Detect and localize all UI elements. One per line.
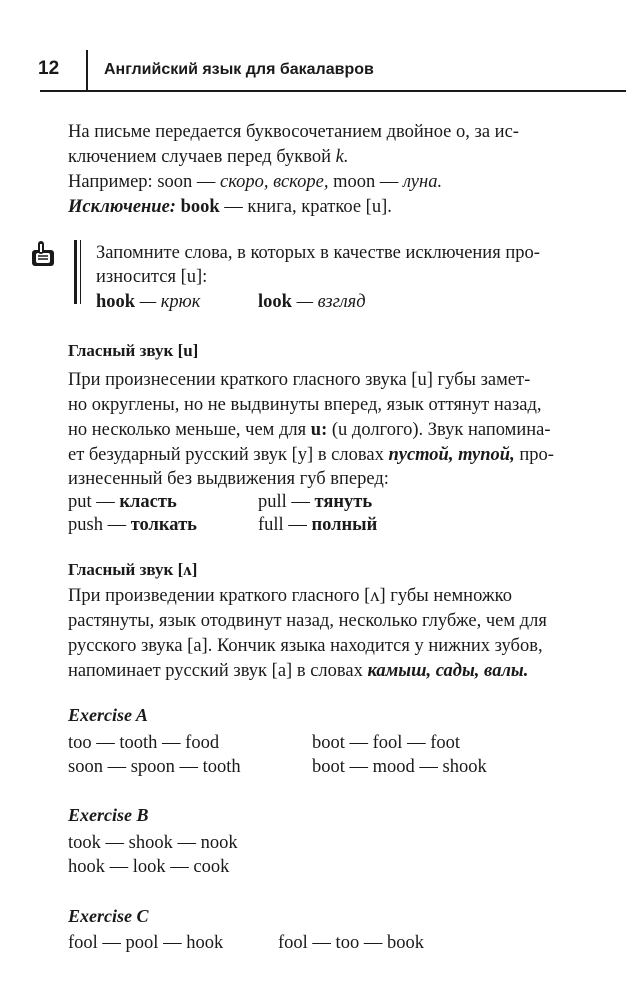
memo-line-1: Запомните слова, в которых в качестве исключения про-	[96, 243, 540, 263]
text: ет безударный русский звук [у] в словах	[68, 445, 389, 465]
section-lambda-line-4	[68, 659, 528, 684]
russian-word: класть	[119, 492, 177, 512]
exercise-c-left: fool — pool — hook	[68, 933, 224, 953]
example-words: пустой, тупой,	[388, 445, 515, 465]
english-word: full	[258, 515, 284, 535]
section-u-line-2: но округлены, но не выдвинуты вперед, язык оттянут назад,	[68, 395, 542, 415]
dash: —	[102, 515, 131, 535]
example-word: moon	[328, 172, 376, 192]
text: про-	[514, 445, 554, 465]
intro-line-1: На письме передается буквосочетанием двойное о, за ис-	[68, 122, 519, 142]
header-rule	[40, 90, 626, 92]
memo-bar-thin	[80, 240, 81, 304]
russian-word: полный	[311, 515, 378, 535]
running-title: Английский язык для бакалавров	[104, 61, 374, 78]
text: но несколько меньше, чем для	[68, 420, 311, 440]
section-heading-u: Гласный звук [u]	[68, 341, 199, 360]
section-lambda-line-3: русского звука [а]. Кончик языка находится у нижних зубов,	[68, 636, 543, 656]
long-u: u:	[310, 420, 328, 440]
example-word: soon	[157, 172, 193, 192]
section-lambda-line-2: растянуты, язык отодвинут назад, несколько глубже, чем для	[68, 611, 547, 631]
exercise-b-row-1: took — shook — nook	[68, 833, 238, 853]
dash: —	[283, 515, 312, 535]
exercise-a-row-1-right: boot — fool — foot	[312, 733, 460, 753]
exercise-a-row-1-left: too — tooth — food	[68, 733, 220, 753]
intro-exception-line	[68, 195, 392, 220]
english-word: put	[68, 492, 92, 512]
section-u-line-1: При произнесении краткого гласного звука [u] губы замет-	[68, 370, 531, 390]
text: (u долгого). Звук напомина-	[327, 420, 551, 440]
intro-example-line	[68, 170, 442, 195]
section-u-line-4	[68, 443, 554, 468]
exercise-a-row-2-left: soon — spoon — tooth	[68, 757, 241, 777]
memo-words	[258, 290, 366, 315]
russian-word: толкать	[130, 515, 197, 535]
page-number: 12	[38, 58, 60, 79]
english-word: push	[68, 515, 103, 535]
header-divider	[86, 50, 88, 90]
intro-text: ключением случаев перед буквой	[68, 147, 336, 167]
word-pair	[258, 513, 377, 538]
exercise-b-row-2: hook — look — cook	[68, 857, 230, 877]
example-words: камыш, сады, валы.	[367, 661, 529, 681]
example-translation: скоро, вскоре,	[220, 172, 329, 192]
english-word: pull	[258, 492, 287, 512]
intro-line-2	[68, 145, 349, 170]
memo-bar	[74, 240, 77, 304]
memo-translation: — взгляд	[291, 292, 366, 312]
text: напоминает русский звук [а] в словах	[68, 661, 368, 681]
dash: —	[286, 492, 315, 512]
exception-text: — книга, краткое [u].	[219, 197, 392, 217]
exercise-b-title: Exercise B	[68, 805, 149, 825]
word-pair	[68, 513, 197, 538]
word-pair	[68, 490, 177, 515]
memo-word: hook	[96, 292, 136, 312]
exception-label: Исключение:	[68, 197, 176, 217]
word-pair	[258, 490, 372, 515]
section-lambda-line-1: При произведении краткого гласного [ʌ] губы немножко	[68, 586, 512, 606]
pointing-hand-icon	[30, 240, 64, 275]
dash: —	[192, 172, 221, 192]
russian-word: тянуть	[314, 492, 373, 512]
memo-translation: — крюк	[135, 292, 201, 312]
letter-k: k.	[335, 147, 349, 167]
exercise-c-right: fool — too — book	[278, 933, 424, 953]
section-u-line-3	[68, 418, 551, 443]
exception-word: book	[175, 197, 220, 217]
example-translation: луна.	[402, 172, 443, 192]
exercise-c-title: Exercise C	[68, 906, 149, 926]
section-u-line-5: изнесенный без выдвижения губ вперед:	[68, 469, 389, 489]
dash: —	[91, 492, 120, 512]
memo-words	[96, 290, 200, 315]
memo-line-2: износится [u]:	[96, 267, 208, 287]
exercise-a-title: Exercise A	[68, 705, 148, 725]
exercise-a-row-2-right: boot — mood — shook	[312, 757, 487, 777]
memo-word: look	[258, 292, 292, 312]
section-heading-lambda: Гласный звук [ʌ]	[68, 560, 198, 579]
dash: —	[375, 172, 403, 192]
example-label: Например:	[68, 172, 158, 192]
